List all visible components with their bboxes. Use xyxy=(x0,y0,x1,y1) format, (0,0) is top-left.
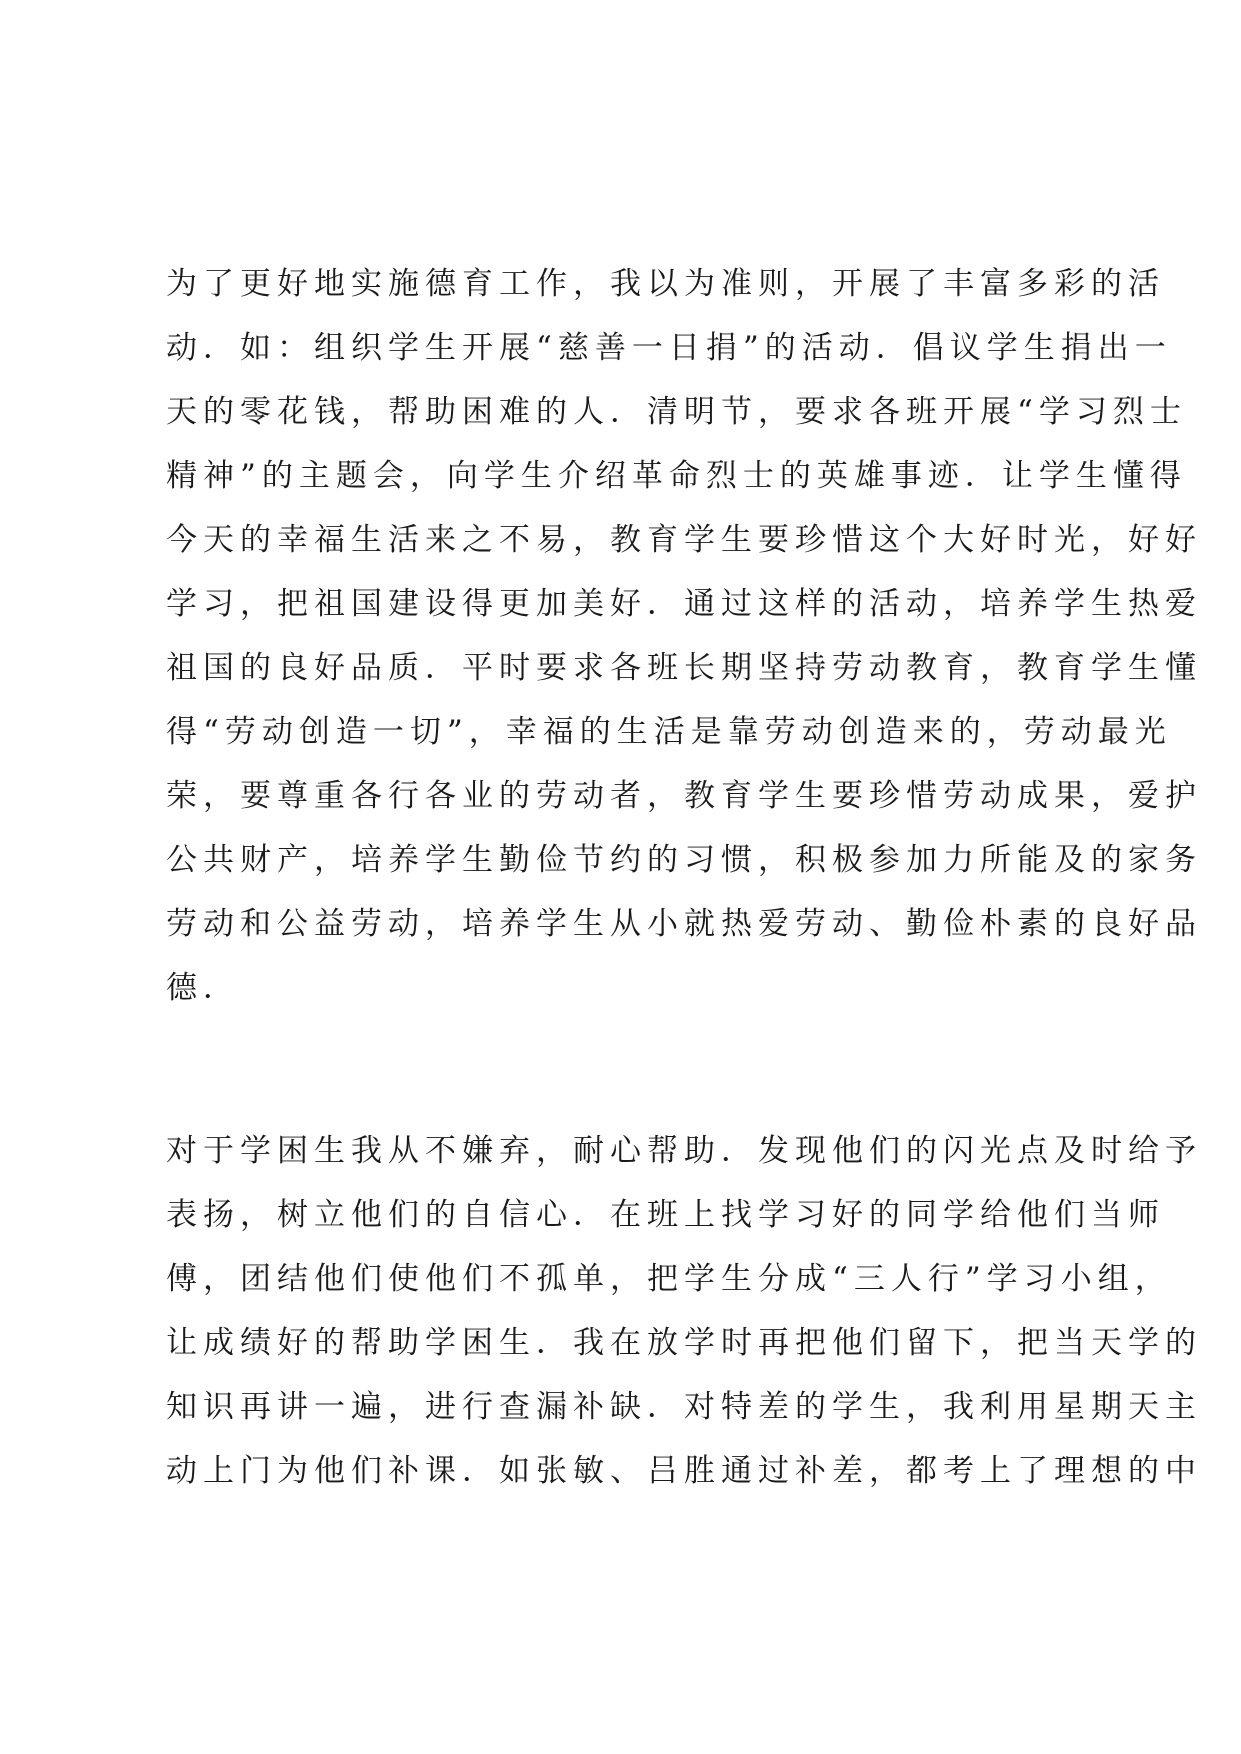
paragraph-line: 让成绩好的帮助学困生．我在放学时再把他们留下，把当天学的 xyxy=(166,1325,1202,1361)
paragraph-line: 劳动和公益劳动，培养学生从小就热爱劳动、勤俭朴素的良好品 xyxy=(166,906,1202,942)
paragraph-line: 为了更好地实施德育工作，我以为准则，开展了丰富多彩的活 xyxy=(166,266,1165,302)
paragraph-line: 祖国的良好品质．平时要求各班长期坚持劳动教育，教育学生懂 xyxy=(166,650,1202,686)
paragraph-moral-education xyxy=(166,252,1202,1020)
paragraph-line: 学习，把祖国建设得更加美好．通过这样的活动，培养学生热爱 xyxy=(166,586,1202,622)
paragraph-line: 动．如：组织学生开展“慈善一日捐”的活动．倡议学生捐出一 xyxy=(166,330,1172,366)
paragraph-line: 公共财产，培养学生勤俭节约的习惯，积极参加力所能及的家务 xyxy=(166,842,1202,878)
paragraph-line: 精神”的主题会，向学生介绍革命烈士的英雄事迹．让学生懂得 xyxy=(166,458,1187,494)
paragraph-struggling-students xyxy=(166,1119,1202,1503)
paragraph-line: 动上门为他们补课．如张敏、吕胜通过补差，都考上了理想的中 xyxy=(166,1453,1202,1489)
paragraph-line: 表扬，树立他们的自信心．在班上找学习好的同学给他们当师 xyxy=(166,1197,1165,1233)
paragraph-line: 对于学困生我从不嫌弃，耐心帮助．发现他们的闪光点及时给予 xyxy=(166,1133,1202,1169)
paragraph-line: 荣，要尊重各行各业的劳动者，教育学生要珍惜劳动成果，爱护 xyxy=(166,778,1202,814)
paragraph-line: 得“劳动创造一切”，幸福的生活是靠劳动创造来的，劳动最光 xyxy=(166,714,1172,750)
paragraph-line: 知识再讲一遍，进行查漏补缺．对特差的学生，我利用星期天主 xyxy=(166,1389,1202,1425)
paragraph-line: 德． xyxy=(166,970,240,1006)
paragraph-line: 今天的幸福生活来之不易，教育学生要珍惜这个大好时光，好好 xyxy=(166,522,1202,558)
paragraph-line: 天的零花钱，帮助困难的人．清明节，要求各班开展“学习烈士 xyxy=(166,394,1187,430)
paragraph-line: 傅，团结他们使他们不孤单，把学生分成“三人行”学习小组， xyxy=(166,1261,1172,1297)
